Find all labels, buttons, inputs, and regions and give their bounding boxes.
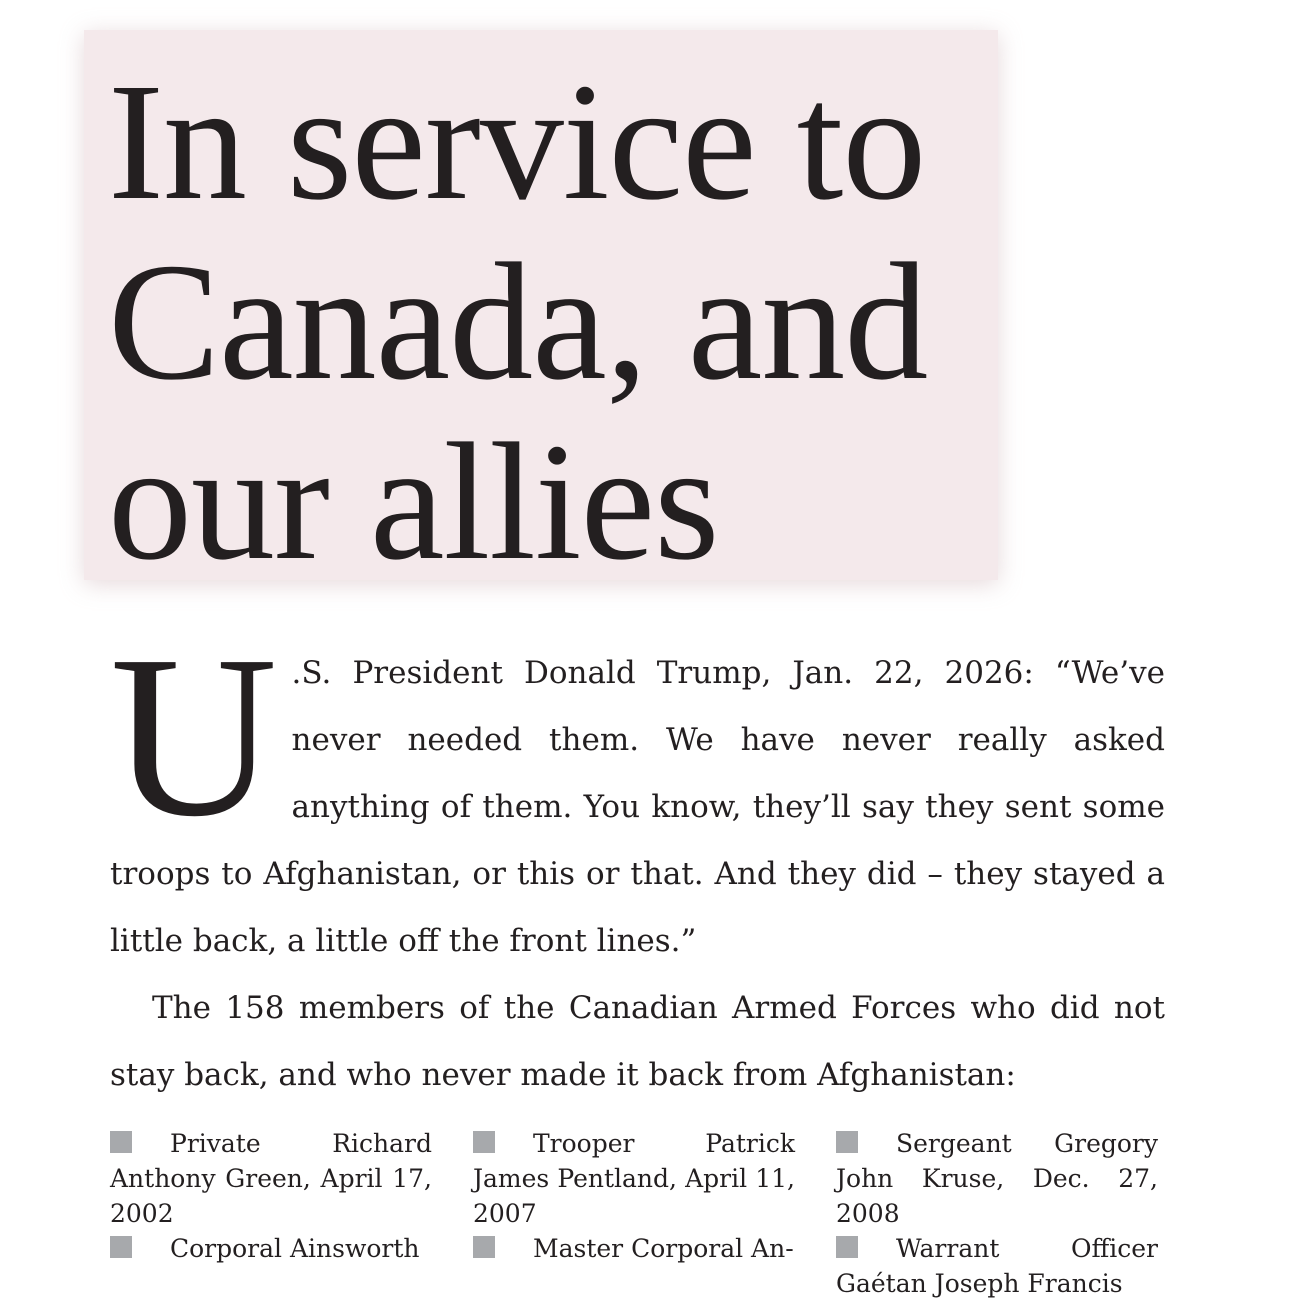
list-column-2 xyxy=(473,1126,795,1263)
list-item xyxy=(473,1231,795,1266)
headline-line-2: Canada, and xyxy=(108,229,928,415)
square-bullet-icon xyxy=(473,1236,495,1258)
square-bullet-icon xyxy=(836,1131,858,1153)
list-item xyxy=(836,1231,1158,1301)
article-body xyxy=(110,608,1165,1109)
drop-cap: U xyxy=(110,608,278,865)
list-item xyxy=(110,1126,432,1231)
list-item-text: Private Richard Anthony Green, April 17, 2002 xyxy=(110,1129,432,1228)
list-item xyxy=(110,1231,432,1266)
paragraph-1-text: .S. President Donald Trump, Jan. 22, 2026: “We’ve never needed them. We have never really asked anything of them. You know, they’ll say they sent some troops to Afghanistan, or this or that. And they did – they stayed a little back, a little off the front lines.” xyxy=(110,655,1165,959)
list-item xyxy=(836,1126,1158,1231)
list-item-text: Trooper Patrick James Pentland, April 11, 2007 xyxy=(473,1129,795,1228)
article-paragraph-2: The 158 members of the Canadian Armed Forces who did not stay back, and who never made it back from Afghanistan: xyxy=(110,990,1165,1093)
list-item xyxy=(473,1126,795,1231)
square-bullet-icon xyxy=(836,1236,858,1258)
list-item-text: Corporal Ainsworth xyxy=(170,1234,420,1263)
list-column-3 xyxy=(836,1126,1158,1298)
fallen-members-list xyxy=(110,1126,1158,1298)
list-item-text: Master Corporal An- xyxy=(533,1234,794,1263)
square-bullet-icon xyxy=(473,1131,495,1153)
square-bullet-icon xyxy=(110,1236,132,1258)
headline xyxy=(108,49,928,595)
square-bullet-icon xyxy=(110,1131,132,1153)
headline-line-1: In service to xyxy=(108,49,926,235)
list-item-text: Warrant Officer Gaétan Joseph Francis xyxy=(836,1234,1158,1298)
article-paragraph-1 xyxy=(110,608,1165,975)
list-column-1 xyxy=(110,1126,432,1263)
list-item-text: Sergeant Gregory John Kruse, Dec. 27, 2008 xyxy=(836,1129,1158,1228)
headline-line-3: our allies xyxy=(108,409,719,595)
